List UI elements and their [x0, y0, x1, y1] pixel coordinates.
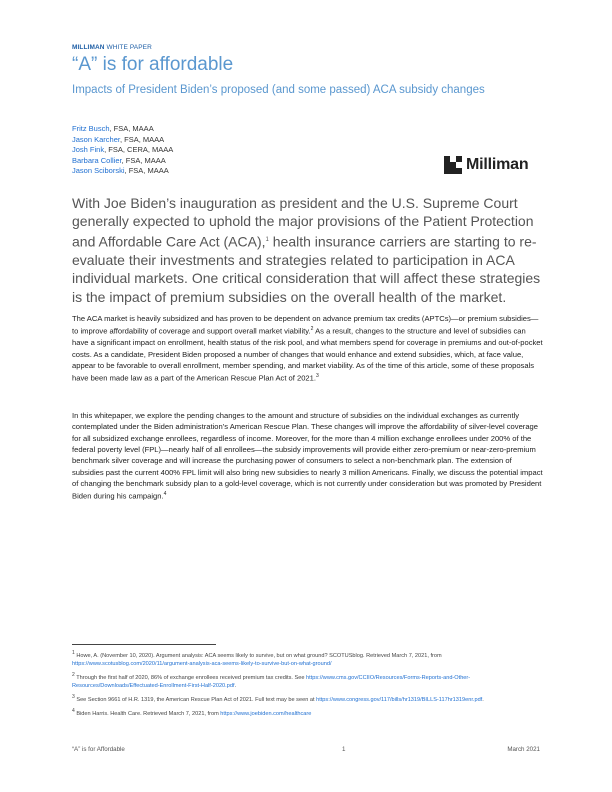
footnote-text: Biden Harris. Health Care. Retrieved March 7, 2021, from — [74, 711, 221, 718]
author-link[interactable]: Josh Fink — [72, 145, 105, 154]
body-paragraph — [72, 313, 544, 384]
footnote-link[interactable]: https://www.joebiden.com/healthcare — [220, 711, 312, 718]
footnotes — [72, 650, 544, 723]
body-text: As a result, changes to the structure and level of subsidies can have a significant impact on enrollment, health status of the risk pool, and what members spend for coverage in premiums and out-of-pocket costs. As a candidate, President Biden proposed a number of changes that would enhance and extend subsidies, which, at face value, appear to be favorable to overall enrollment, member spending, and market viability. As of the time of this article, some of these proposals have been made law as a part of the American Rescue Plan Act of 2021. — [72, 326, 543, 383]
footnote-ref[interactable]: 4 — [163, 491, 167, 498]
footnote — [72, 694, 544, 705]
author-list — [72, 124, 173, 177]
footnote-divider — [72, 644, 216, 645]
page-number: 1 — [342, 746, 346, 753]
page-subtitle: Impacts of President Biden’s proposed (and some passed) ACA subsidy changes — [72, 84, 485, 96]
footnote-number: 2 — [72, 672, 75, 679]
footer-title: “A” is for Affordable — [72, 746, 125, 753]
footnote-number: 4 — [72, 708, 75, 715]
author-credentials: , FSA, MAAA — [124, 166, 169, 175]
author-line — [72, 124, 173, 135]
author-link[interactable]: Jason Karcher — [72, 134, 120, 144]
footnote-number: 3 — [72, 694, 75, 701]
lead-text: health insurance carriers are starting to re-evaluate their investments and strategies related to participation in ACA individual markets. One critical consideration that will affect these strategies is the impact of premium subsidies on the overall health of the market. — [72, 233, 541, 305]
footnote — [72, 650, 544, 668]
footnote-number: 1 — [72, 650, 75, 656]
author-line — [72, 166, 173, 177]
footnote — [72, 708, 544, 719]
author-link[interactable]: Barbara Collier — [72, 155, 122, 165]
footnote-link[interactable]: https://www.congress.gov/117/bills/hr1319/BILLS-117hr1319enr.pdf — [316, 696, 483, 703]
author-credentials: , FSA, CERA, MAAA — [104, 145, 174, 154]
footnote-ref[interactable]: 3 — [316, 373, 319, 380]
logo-wordmark: Milliman — [466, 156, 529, 173]
milliman-logo-icon — [444, 156, 462, 174]
footnote-text: Howe, A. (November 10, 2020). Argument analysis: ACA seems likely to survive, but on what ground? SCOTUSblog. Retrieved March 7, 2021, from — [74, 652, 442, 659]
body-text: The ACA market is heavily subsidized and has proven to be dependent on advance premium tax credits (APTCs)—or premium subsidies—to improve affordability of coverage and support overall market viability. — [72, 314, 539, 336]
page-title: “A” is for affordable — [72, 54, 234, 75]
footer-date: March 2021 — [507, 746, 540, 753]
body-paragraph — [72, 410, 544, 502]
author-line — [72, 135, 173, 146]
footnote-link[interactable]: https://www.cms.gov/CCIIO/Resources/Forms-Reports-and-Other-Resources/Downloads/Effectuated-Enrollment-First-Half-2020.pdf — [72, 674, 471, 689]
footnote-tail: . — [482, 696, 484, 703]
lead-text: With Joe Biden’s inauguration as president and the U.S. Supreme Court generally expected to uphold the major provisions of the Patient Protection and Affordable Care Act (ACA), — [72, 195, 534, 250]
footnote-text: Through the first half of 2020, 86% of exchange enrollees received premium tax credits. See — [74, 674, 307, 681]
author-link[interactable]: Fritz Busch — [72, 124, 110, 133]
author-line — [72, 156, 173, 167]
milliman-logo — [444, 156, 528, 174]
footnote-link[interactable]: https://www.scotusblog.com/2020/11/argument-analysis-aca-seems-likely-to-survive-but-on-what-ground/ — [72, 660, 332, 667]
white-paper-label: WHITE PAPER — [104, 44, 152, 51]
lead-paragraph — [72, 194, 542, 306]
footnote-tail: . — [234, 682, 237, 689]
author-line — [72, 145, 173, 156]
footnote-ref[interactable]: 1 — [265, 236, 269, 243]
author-credentials: , FSA, MAAA — [109, 124, 154, 133]
document-type-label — [72, 44, 152, 51]
author-credentials: , FSA, MAAA — [121, 155, 166, 165]
brand-label: MILLIMAN — [72, 44, 105, 51]
author-credentials: , FSA, MAAA — [119, 134, 165, 144]
footnote — [72, 672, 544, 690]
author-link[interactable]: Jason Sciborski — [72, 166, 125, 175]
body-text: In this whitepaper, we explore the pending changes to the amount and structure of subsidies on the individual exchanges as currently contemplated under the Biden administration’s American Rescue Plan. These changes will improve the affordability of silver-level coverage for all subsidized exchange enrollees, regardless of income. Moreover, for the more than 4 million exchange enrollees under 200% of the federal poverty level (FPL)—nearly half of all enrollees—the subsidy improvements will provide either zero-premium or near-zero-premium benchmark silver coverage and will increase the purchasing power of consumers to select a non-benchmark plan. The extension of subsidies past the current 400% FPL limit will also bring new subsidies to nearly 3 million Americans. Finally, we discuss the potential impact of changing the benchmark subsidy plan to a gold-level coverage, which is not currently under consideration but was promoted by President Biden during his campaign. — [72, 411, 543, 501]
footnote-ref[interactable]: 2 — [310, 326, 314, 333]
footnote-text: See Section 9661 of H.R. 1319, the American Rescue Plan Act of 2021. Full text may be seen at — [74, 696, 317, 703]
